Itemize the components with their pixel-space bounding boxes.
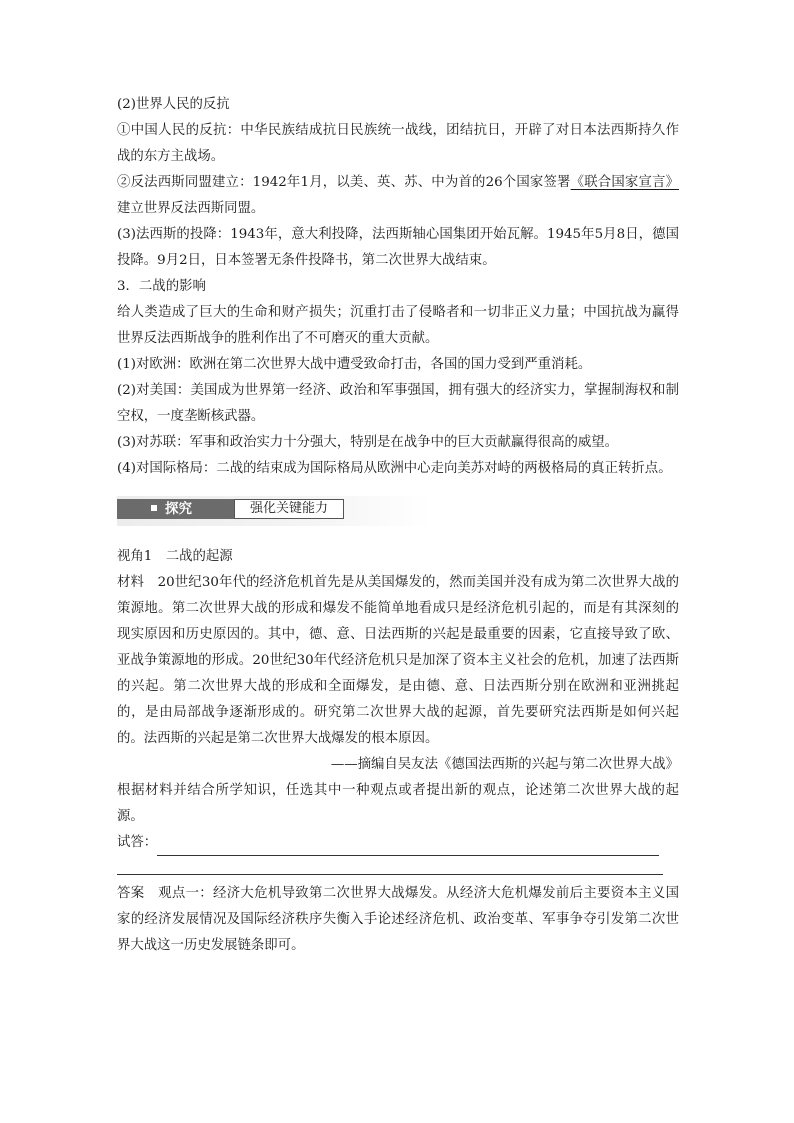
- alliance-text-after: 建立世界反法西斯同盟。: [117, 201, 265, 216]
- fascist-surrender-paragraph: (3)法西斯的投降：1943年，意大利投降，法西斯轴心国集团开始瓦解。1945年5月8日，德国投降。9月2日，日本签署无条件投降书，第二次世界大战结束。: [117, 227, 679, 268]
- answer-line-row: [117, 830, 679, 856]
- answer-label: 试答：: [117, 835, 158, 850]
- impact-heading: 3．二战的影响: [117, 279, 206, 294]
- material-source: ——摘编自吴友法《德国法西斯的兴起与第二次世界大战》: [330, 757, 679, 772]
- impact-usa: (2)对美国：美国成为世界第一经济、政治和军事强国，拥有强大的经济实力，掌握制海权和制空权，一度垄断核武器。: [117, 383, 679, 424]
- explore-banner: [117, 496, 431, 526]
- square-bullet-icon: [151, 505, 157, 511]
- section-2-title: (2)世界人民的反抗: [117, 97, 230, 112]
- material-paragraph: 材料 20世纪30年代的经济危机首先是从美国爆发的，然而美国并没有成为第二次世界大战的策源地。第二次世界大战的形成和爆发不能简单地看成只是经济危机引起的，而是有其深刻的现实原因和历史原因的。其中，德、意、日法西斯的兴起是最重要的因素，它直接导致了欧、亚战争策源地的形成。20世纪30年代经济危机只是加深了资本主义社会的危机，加速了法西斯的兴起。第二次世界大战的形成和全面爆发，是由德、意、日法西斯分别在欧洲和亚洲挑起的，是由局部战争逐渐形成的。研究第二次世界大战的起源，首先要研究法西斯是如何兴起的。法西斯的兴起是第二次世界大战爆发的根本原因。: [117, 575, 679, 746]
- angle-title: 视角1 二战的起源: [117, 549, 233, 564]
- banner-explore-label: 探究: [117, 499, 234, 519]
- impact-europe: (1)对欧洲：欧洲在第二次世界大战中遭受致命打击，各国的国力受到严重消耗。: [117, 357, 592, 372]
- document-content: [117, 92, 679, 959]
- un-declaration-underlined: 《联合国家宣言》: [570, 175, 680, 190]
- banner-key-ability-label: 强化关键能力: [234, 499, 344, 519]
- answer-paragraph: 答案 观点一：经济大危机导致第二次世界大战爆发。从经济大危机爆发前后主要资本主义国家的经济发展情况及国际经济秩序失衡入手论述经济危机、政治变革、军事争夺引发第二次世界大战这一历史发展链条即可。: [117, 886, 679, 953]
- alliance-text-before: ②反法西斯同盟建立：1942年1月，以美、英、苏、中为首的26个国家签署: [117, 175, 571, 190]
- answer-blank-line: [157, 839, 659, 856]
- chinese-resistance-paragraph: ①中国人民的反抗：中华民族结成抗日民族统一战线，团结抗日，开辟了对日本法西斯持久作战的东方主战场。: [117, 123, 679, 164]
- question-paragraph: 根据材料并结合所学知识，任选其中一种观点或者提出新的观点，论述第二次世界大战的起源。: [117, 783, 679, 824]
- impact-intro: 给人类造成了巨大的生命和财产损失；沉重打击了侵略者和一切非正义力量；中国抗战为赢得世界反法西斯战争的胜利作出了不可磨灭的重大贡献。: [117, 305, 679, 346]
- impact-international: (4)对国际格局：二战的结束成为国际格局从欧洲中心走向美苏对峙的两极格局的真正转折点。: [117, 461, 672, 476]
- answer-blank-line-2: [117, 856, 663, 875]
- alliance-paragraph: [117, 170, 679, 222]
- impact-ussr: (3)对苏联：军事和政治实力十分强大，特别是在战争中的巨大贡献赢得很高的威望。: [117, 435, 619, 450]
